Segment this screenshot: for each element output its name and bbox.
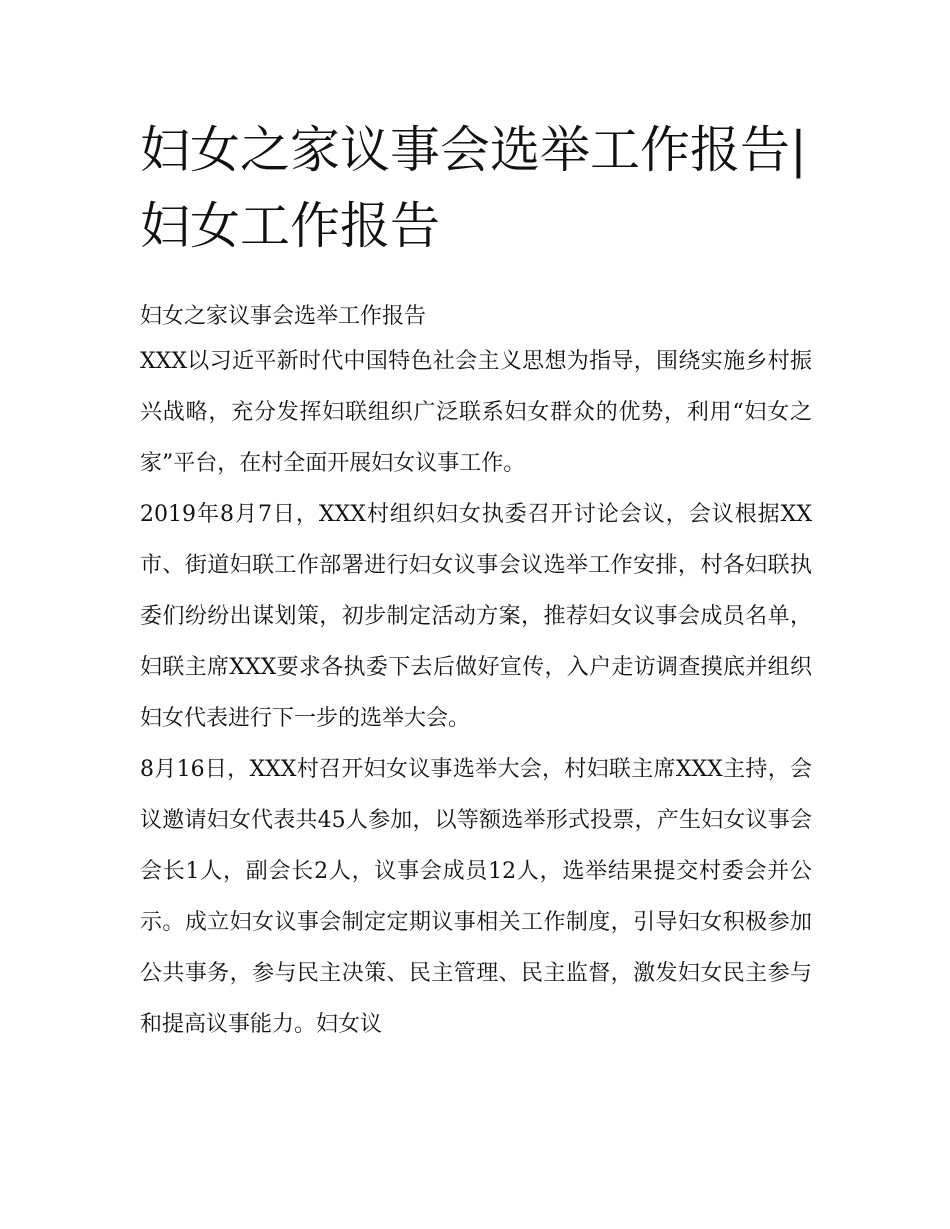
paragraph-meeting-aug-7: 2019年8月7日，XXX村组织妇女执委召开讨论会议，会议根据XX市、街道妇联工作部署进行妇女议事会议选举工作安排，村各妇联执委们纷纷出谋划策，初步制定活动方案，推荐妇女议事会成员名单，妇联主席XXX要求各执委下去后做好宣传，入户走访调查摸底并组织妇女代表进行下一步的选举大会。 <box>140 502 812 731</box>
paragraph-intro: XXX以习近平新时代中国特色社会主义思想为指导，围绕实施乡村振兴战略，充分发挥妇联组织广泛联系妇女群众的优势，利用“妇女之家”平台，在村全面开展妇女议事工作。 <box>140 349 812 476</box>
paragraph-election-aug-16: 8月16日，XXX村召开妇女议事选举大会，村妇联主席XXX主持，会议邀请妇女代表共45人参加，以等额选举形式投票，产生妇女议事会会长1人，副会长2人，议事会成员12人，选举结果提交村委会并公示。成立妇女议事会制定定期议事相关工作制度，引导妇女积极参加公共事务，参与民主决策、民主管理、民主监督，激发妇女民主参与和提高议事能力。妇女议 <box>140 757 812 1037</box>
document-title: 妇女之家议事会选举工作报告|妇女工作报告 <box>140 121 807 255</box>
document-content <box>140 112 812 1050</box>
document-subtitle: 妇女之家议事会选举工作报告 <box>140 304 427 329</box>
